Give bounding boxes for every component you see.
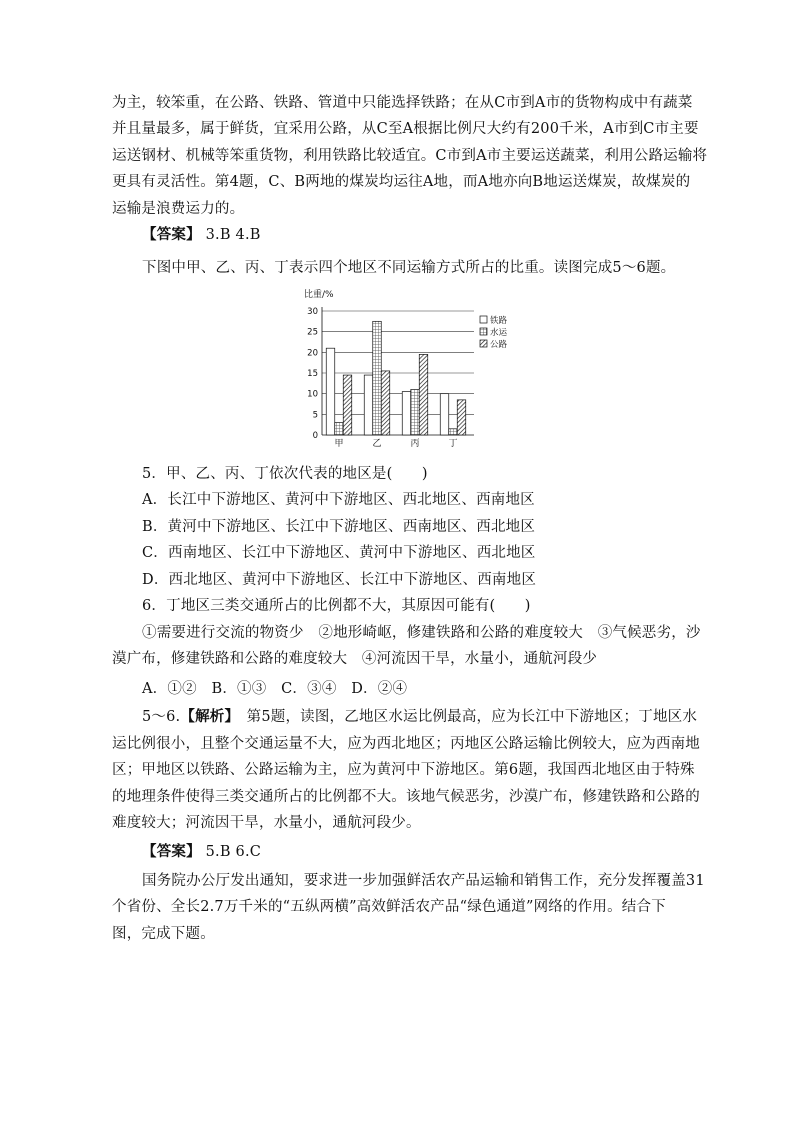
transport-share-chart: [300, 287, 530, 452]
question-5: [142, 461, 702, 593]
text-line: 难度较大；河流因干旱，水量小，通航河段少。: [112, 815, 421, 832]
y-tick-label: 25: [307, 327, 318, 338]
y-tick-label: 5: [312, 410, 318, 421]
option-c: C．西南地区、长江中下游地区、黄河中下游地区、西北地区: [142, 545, 536, 562]
answer-text: 5.B 6.C: [200, 844, 262, 860]
question-6-stem: 6．丁地区三类交通所占的比例都不大，其原因可能有( ): [142, 598, 531, 614]
option-b: B．黄河中下游地区、长江中下游地区、西南地区、西北地区: [142, 518, 536, 535]
bar-公路: [457, 400, 466, 435]
explanation-paragraph: [112, 90, 708, 222]
bar-水运: [449, 429, 458, 435]
text-line: 国务院办公厅发出通知，要求进一步加强鲜活农产品运输和销售工作，充分发挥覆盖31: [142, 873, 705, 889]
bar-铁路: [402, 392, 411, 435]
analysis-body: [112, 731, 702, 837]
y-axis-label: 比重/%: [304, 290, 334, 300]
option-d: D．西北地区、黄河中下游地区、长江中下游地区、西南地区: [142, 571, 537, 588]
y-tick-label: 15: [307, 369, 318, 379]
legend-label: 铁路: [490, 316, 508, 326]
text-line: 运比例很小，且整个交通运量不大，应为西北地区；丙地区公路运输比例较大，应为西南地: [112, 736, 700, 752]
x-tick-label: 甲: [334, 439, 344, 449]
answer-label: 【答案】: [142, 226, 201, 243]
question-6-statements: [112, 620, 702, 673]
statement-line: ①需要进行交流的物资少 ②地形崎岖，修建铁路和公路的难度较大 ③气候恶劣，沙: [142, 625, 701, 641]
bar-铁路: [364, 375, 373, 435]
text-line: 运输是浪费运力的。: [112, 200, 245, 217]
legend-swatch: [480, 328, 487, 335]
green-channel-paragraph: [112, 868, 705, 947]
y-tick-label: 20: [307, 348, 318, 359]
text-line: 为主，较笨重，在公路、铁路、管道中只能选择铁路；在从C市到A市的货物构成中有蔬菜: [112, 95, 693, 111]
legend-label: 公路: [490, 340, 508, 350]
x-tick-label: 丁: [448, 439, 458, 449]
answer-label: 【答案】: [142, 843, 201, 860]
analysis-text: 第5题，读图，乙地区水运比例最高，应为长江中下游地区；丁地区水: [231, 709, 698, 725]
text-line: 图，完成下题。: [112, 925, 215, 942]
x-tick-label: 丙: [410, 439, 420, 449]
text-line: 并且量最多，属于鲜货，宜采用公路，从C至A根据比例尺大约有200千米，A市到C市主要: [112, 121, 699, 138]
y-tick-label: 0: [312, 431, 318, 441]
legend-swatch: [480, 316, 487, 323]
legend-label: 水运: [490, 328, 508, 338]
bar-chart-svg: [300, 287, 530, 452]
text-line: 区；甲地区以铁路、公路运输为主，应为黄河中下游地区。第6题，我国西北地区由于特殊: [112, 762, 695, 779]
y-tick-label: 10: [307, 389, 318, 400]
question-6-options: A．①② B．①③ C．③④ D．②④: [142, 681, 408, 697]
bar-公路: [419, 354, 428, 435]
bar-水运: [373, 321, 382, 435]
bar-铁路: [326, 348, 335, 435]
answer-block: [142, 839, 261, 865]
option-a: A．长江中下游地区、黄河中下游地区、西北地区、西南地区: [142, 492, 535, 509]
bar-公路: [343, 375, 352, 435]
bar-铁路: [440, 394, 449, 435]
analysis-label: 【解析】: [180, 708, 232, 725]
answer-text: 3.B 4.B: [200, 227, 261, 243]
answer-block: [142, 222, 261, 248]
legend-swatch: [480, 340, 487, 347]
bar-公路: [381, 371, 390, 435]
analysis-first-line: [142, 704, 702, 730]
text-line: 运送钢材、机械等笨重货物，利用铁路比较适宜。C市到A市主要运送蔬菜，利用公路运输将: [112, 147, 708, 164]
x-tick-label: 乙: [372, 439, 382, 449]
bar-水运: [411, 390, 420, 435]
question-intro: 下图中甲、乙、丙、丁表示四个地区不同运输方式所占的比重。读图完成5～6题。: [142, 260, 676, 276]
text-line: 的地理条件使得三类交通所占的比例都不大。该地气候恶劣，沙漠广布，修建铁路和公路的: [112, 788, 700, 805]
text-line: 更具有灵活性。第4题，C、B两地的煤炭均运往A地，而A地亦向B地运送煤炭，故煤炭的: [112, 174, 691, 191]
analysis-prefix: 5～6.: [142, 709, 181, 725]
bar-水运: [335, 423, 344, 435]
text-line: 个省份、全长2.7万千米的“五纵两横”高效鲜活农产品“绿色通道”网络的作用。结合下: [112, 899, 666, 916]
statement-line: 漠广布，修建铁路和公路的难度较大 ④河流因干旱，水量小，通航河段少: [112, 651, 598, 668]
y-tick-label: 30: [307, 307, 318, 317]
question-stem: 5．甲、乙、丙、丁依次代表的地区是( ): [142, 466, 428, 482]
